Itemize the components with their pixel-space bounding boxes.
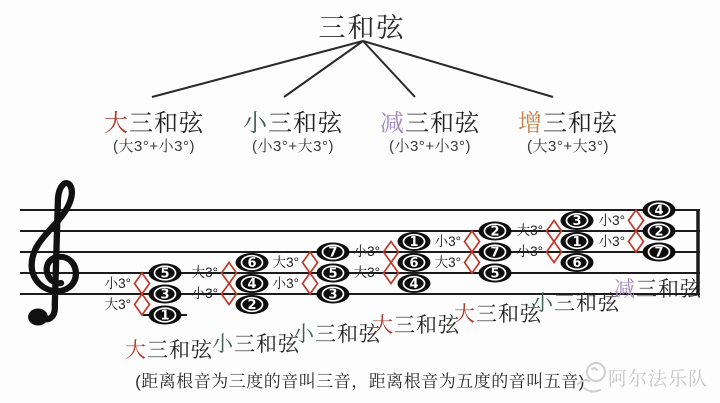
interval-diamond (135, 273, 150, 294)
triad-formula-label: (大3°+小3°) (113, 138, 195, 155)
interval-label-upper: 小3° (598, 212, 625, 228)
watermark-label: 阿尔法乐队 (608, 369, 709, 390)
interval-diamond (135, 294, 150, 315)
triad-type-first-char: 增 (518, 110, 543, 137)
caption-text: (距离根音为三度的音叫三音，距离根音为五度的音叫五音) (135, 372, 585, 391)
chord-name-first-char: 大 (372, 314, 394, 337)
interval-diamond (303, 252, 318, 273)
interval-label-upper: 小3° (434, 233, 461, 249)
interval-label-upper: 大3° (272, 254, 299, 270)
interval-label-lower: 小3° (272, 275, 299, 291)
chord-name-rest: 三和弦 (476, 303, 542, 326)
triad-type-rest: 三和弦 (543, 110, 618, 137)
triad-type-rest: 三和弦 (129, 110, 204, 137)
note-degree-digit: 1 (409, 235, 419, 251)
chord-name-rest: 三和弦 (147, 339, 213, 362)
chord-name-rest: 三和弦 (234, 333, 300, 356)
note-degree-digit: 4 (409, 277, 419, 293)
note-degree-digit: 3 (160, 287, 170, 303)
interval-diamond (629, 210, 644, 231)
note-degree-digit: 7 (490, 245, 500, 261)
note-degree-digit: 1 (160, 308, 170, 324)
chord-name-label (121, 334, 217, 364)
chord-name-rest: 三和弦 (636, 278, 702, 301)
note-degree-digit: 3 (328, 287, 338, 303)
triad-type-rest: 三和弦 (405, 110, 480, 137)
interval-label-lower: 大3° (434, 254, 461, 270)
interval-diamond (303, 273, 318, 294)
triad-formula-label: (大3°+大3°) (527, 138, 609, 155)
interval-diamond (465, 252, 480, 273)
interval-label-lower: 大3° (353, 265, 380, 280)
interval-diamond (629, 231, 644, 252)
note-degree-digit: 6 (409, 256, 419, 272)
chord-name-label (610, 273, 706, 303)
treble-clef-icon (28, 183, 76, 325)
triad-type-first-char: 减 (380, 110, 405, 137)
interval-diamond (465, 231, 480, 252)
note-degree-digit: 7 (328, 245, 338, 261)
note-degree-digit: 5 (328, 266, 338, 282)
chord-name-first-char: 小 (293, 323, 315, 346)
note-degree-digit: 6 (572, 256, 582, 272)
interval-label-upper: 小3° (104, 275, 131, 291)
note-degree-digit: 1 (572, 235, 582, 251)
chord-name-first-char: 小 (212, 333, 234, 356)
interval-label-lower: 小3° (191, 286, 218, 301)
watermark-doodle-icon (572, 354, 612, 398)
note-degree-digit: 2 (654, 224, 664, 240)
tree-root-title: 三和弦 (318, 13, 406, 43)
chord-group-7 (629, 201, 676, 262)
note-degree-digit: 4 (247, 277, 257, 293)
interval-label-lower: 小3° (598, 233, 625, 249)
note-degree-digit: 4 (654, 203, 664, 219)
chord-name-rest: 三和弦 (394, 314, 460, 337)
triad-type-rest: 三和弦 (268, 110, 343, 137)
note-degree-digit: 7 (654, 245, 664, 261)
note-degree-digit: 2 (247, 298, 257, 314)
interval-label-upper: 小3° (353, 244, 380, 259)
note-degree-digit: 6 (247, 256, 257, 272)
triad-type-first-char: 小 (243, 110, 268, 137)
interval-label-lower: 大3° (104, 296, 131, 312)
chord-name-rest: 三和弦 (554, 292, 620, 315)
triad-type-first-char: 大 (104, 110, 129, 137)
note-degree-digit: 2 (490, 224, 500, 240)
chord-name-first-char: 大 (125, 339, 147, 362)
chord-name-first-char: 大 (454, 303, 476, 326)
interval-label-upper: 大3° (516, 223, 543, 238)
note-degree-digit: 5 (490, 266, 500, 282)
triad-formula-label: (小3°+小3°) (389, 138, 471, 155)
chord-name-rest: 三和弦 (315, 323, 381, 346)
triad-formula-label: (小3°+大3°) (252, 138, 334, 155)
interval-label-lower: 小3° (516, 244, 543, 259)
chord-name-first-char: 减 (614, 278, 636, 301)
note-degree-digit: 3 (572, 214, 582, 230)
note-degree-digit: 5 (160, 266, 170, 282)
interval-label-upper: 大3° (191, 265, 218, 280)
chord-name-first-char: 小 (532, 292, 554, 315)
